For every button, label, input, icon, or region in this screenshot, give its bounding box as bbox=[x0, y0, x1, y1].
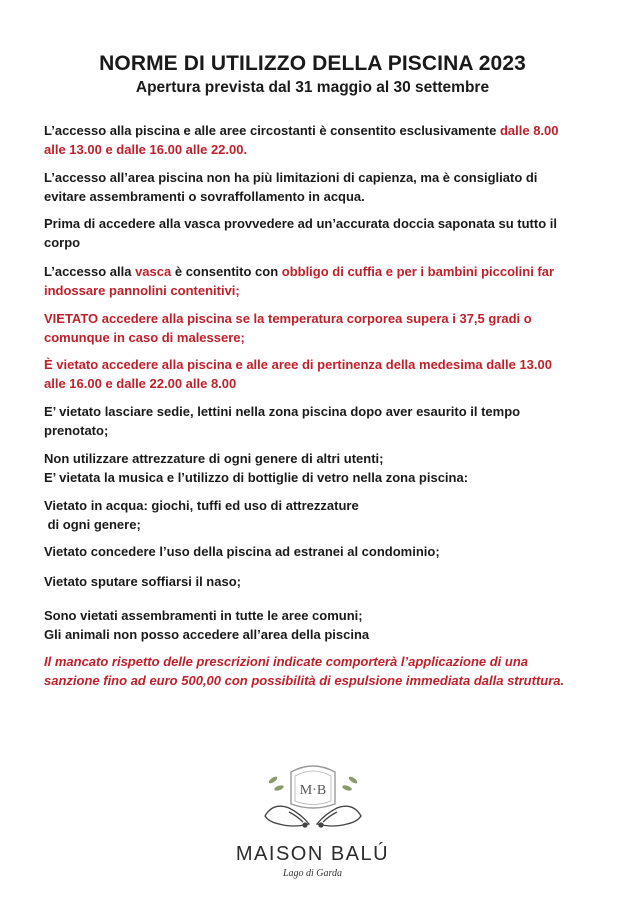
logo-tagline: Lago di Garda bbox=[282, 868, 343, 879]
logo-name: MAISON BALÚ bbox=[235, 843, 390, 865]
rule-spitting: Vietato sputare soffiarsi il naso; bbox=[44, 574, 241, 589]
rule-temperature: VIETATO accedere alla piscina se la temperatura corporea supera i 37,5 gradi o comunque in caso di malessere; bbox=[44, 311, 532, 345]
rule-games: Vietato in acqua: giochi, tuffi ed uso di attrezzature di ogni genere; bbox=[44, 498, 359, 532]
rule-capacity: L’accesso all’area piscina non ha più limitazioni di capienza, ma è consigliato di evitare assembramenti o sovraffollamento in acqua. bbox=[44, 170, 538, 204]
birds-icon bbox=[265, 806, 361, 827]
svg-text:M·B: M·B bbox=[299, 783, 326, 798]
rule-gatherings-animals: Sono vietati assembramenti in tutte le aree comuni; Gli animali non posso accedere all’area della piscina bbox=[44, 608, 370, 642]
rule-equipment-music: Non utilizzare attrezzature di ogni genere di altri utenti; E’ vietata la musica e l’utilizzo di bottiglie di vetro nella zona piscina: bbox=[44, 451, 469, 485]
rule-closed-hours: È vietato accedere alla piscina e alle aree di pertinenza della medesima dalle 13.00 alle 16.00 e dalle 22.00 alle 8.00 bbox=[44, 357, 552, 391]
rule-strangers: Vietato concedere l’uso della piscina ad estranei al condominio; bbox=[44, 544, 440, 559]
rule-shower: Prima di accedere alla vasca provvedere ad un’accurata doccia saponata su tutto il corpo bbox=[44, 216, 557, 250]
rule-loungers: E’ vietato lasciare sedie, lettini nella zona piscina dopo aver esaurito il tempo prenotato; bbox=[44, 404, 521, 438]
rule-access-hours: L’accesso alla piscina e alle aree circostanti è consentito esclusivamente dalle 8.00 alle 13.00 e dalle 16.00 alle 22.00. bbox=[44, 123, 559, 157]
document-subtitle: Apertura prevista dal 31 maggio al 30 settembre bbox=[135, 79, 490, 96]
rule-cap-diapers: L’accesso alla vasca è consentito con obbligo di cuffia e per i bambini piccolini far indossare pannolini contenitivi; bbox=[44, 264, 555, 298]
crest-icon bbox=[243, 758, 383, 840]
document-title: NORME DI UTILIZZO DELLA PISCINA 2023 bbox=[99, 52, 526, 75]
maison-balu-logo bbox=[0, 758, 625, 879]
document-header bbox=[0, 52, 625, 98]
rule-sanction: Il mancato rispetto delle prescrizioni indicate comporterà l’applicazione di una sanzione fino ad euro 500,00 con possibilità di espulsione immediata dalla struttura. bbox=[44, 654, 565, 688]
